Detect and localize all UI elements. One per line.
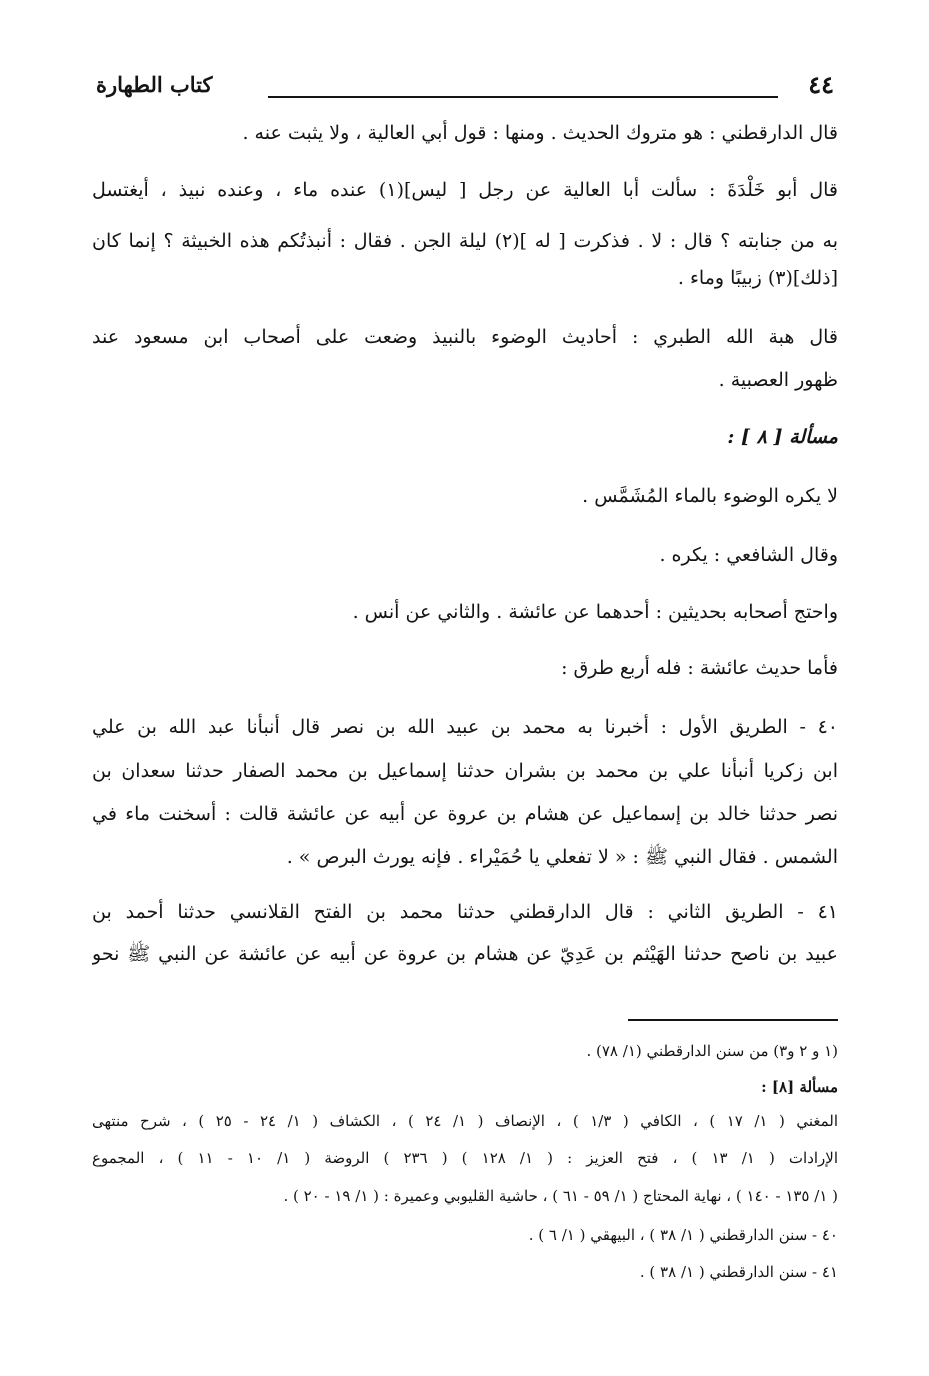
page-number: ٤٤ bbox=[808, 70, 834, 99]
body-line: قال الدارقطني : هو متروك الحديث . ومنها : قول أبي العالية ، ولا يثبت عنه . bbox=[242, 122, 838, 144]
body-line: واحتج أصحابه بحديثين : أحدهما عن عائشة . والثاني عن أنس . bbox=[352, 601, 838, 623]
body-line: ظهور العصبية . bbox=[718, 369, 838, 391]
body-line: وقال الشافعي : يكره . bbox=[659, 544, 838, 566]
hadith-line: عبيد بن ناصح حدثنا الهَيْثم بن عَدِيّ عن هشام بن عروة عن أبيه عن عائشة عن النبي ﷺ نحو bbox=[92, 943, 838, 965]
footnote-line: (١ و ٢ و٣) من سنن الدارقطني (١/ ٧٨) . bbox=[586, 1042, 838, 1060]
footnote-rule bbox=[628, 1019, 838, 1021]
body-line: لا يكره الوضوء بالماء المُشَمَّس . bbox=[582, 485, 838, 507]
footnote-line: ٤٠ - سنن الدارقطني ( ١/ ٣٨ ) ، البيهقي ( ١/ ٦ ) . bbox=[528, 1226, 838, 1244]
body-line: به من جنابته ؟ قال : لا . فذكرت [ له ](٢) ليلة الجن . فقال : أنبذتُكم هذه الخبيثة ؟ إنما كان bbox=[92, 230, 838, 252]
hadith-line: الشمس . فقال النبي ﷺ : « لا تفعلي يا حُمَيْراء . فإنه يورث البرص » . bbox=[286, 846, 838, 868]
body-line: [ذلك](٣) زبيبًا وماء . bbox=[677, 267, 838, 289]
hadith-line: ٤١ - الطريق الثاني : قال الدارقطني حدثنا محمد بن الفتح القلانسي حدثنا أحمد بن bbox=[92, 901, 838, 923]
body-line: قال أبو خَلْدَةَ : سألت أبا العالية عن رجل [ ليس](١) عنده ماء ، وعنده نبيذ ، أيغتسل bbox=[92, 179, 838, 201]
footnote-line: المغني ( ١/ ١٧ ) ، الكافي ( ١/٣ ) ، الإنصاف ( ١/ ٢٤ ) ، الكشاف ( ١/ ٢٤ - ٢٥ ) ، شرح منتهى bbox=[92, 1112, 838, 1130]
footnote-line: الإرادات ( ١/ ١٣ ) ، فتح العزيز : ( ١/ ١٢٨ ) ( ٢٣٦ ) الروضة ( ١/ ١٠ - ١١ ) ، المجموع bbox=[92, 1149, 838, 1167]
body-line: قال هبة الله الطبري : أحاديث الوضوء بالنبيذ وضعت على أصحاب ابن مسعود عند bbox=[92, 326, 838, 348]
running-title: كتاب الطهارة bbox=[96, 72, 213, 97]
footnote-line: ٤١ - سنن الدارقطني ( ١/ ٣٨ ) . bbox=[639, 1263, 838, 1281]
hadith-line: ٤٠ - الطريق الأول : أخبرنا به محمد بن عبيد الله بن نصر قال أنبأنا عبد الله بن علي bbox=[92, 716, 838, 738]
header-rule bbox=[268, 96, 778, 98]
footnote-heading: مسألة [٨] : bbox=[761, 1078, 838, 1096]
body-line: فأما حديث عائشة : فله أربع طرق : bbox=[561, 657, 838, 679]
page-header bbox=[92, 70, 838, 104]
book-page bbox=[92, 60, 838, 1340]
hadith-line: نصر حدثنا خالد بن إسماعيل عن هشام بن عروة عن أبيه عن عائشة قالت : أسخنت ماء في bbox=[92, 803, 838, 825]
hadith-line: ابن زكريا أنبأنا علي بن محمد بن بشران حدثنا إسماعيل بن محمد الصفار حدثنا سعدان بن bbox=[92, 760, 838, 782]
footnote-line: ( ١/ ١٣٥ - ١٤٠ ) ، نهاية المحتاج ( ١/ ٥٩ - ٦١ ) ، حاشية القليوبي وعميرة : ( ١/ ١٩ - ٢٠ ) . bbox=[283, 1187, 838, 1205]
section-heading: مسألة [ ٨ ] : bbox=[727, 426, 838, 448]
